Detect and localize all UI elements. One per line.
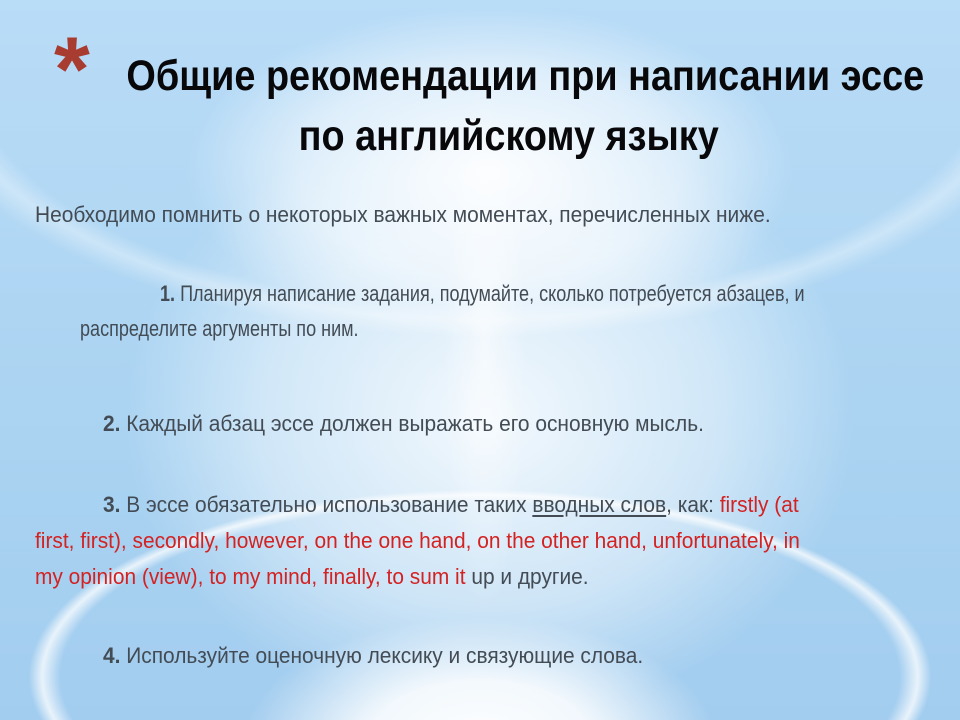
red-connector-words: my opinion (view), to my mind, finally, to sum it	[35, 564, 466, 589]
slide-title-line-1: Общие рекомендации при написании эссе	[126, 52, 925, 100]
asterisk-bullet-icon: *	[54, 19, 90, 121]
red-connector-words: firstly (at	[719, 492, 799, 517]
list-item-3-line-2	[35, 523, 940, 559]
list-item-1	[35, 276, 940, 346]
list-item-1-line-1: 1. Планируя написание задания, подумайте, сколько потребуется абзацев, и	[160, 281, 805, 306]
slide-title-line-2: по английскому языку	[298, 112, 720, 160]
list-item-3-line-3: my opinion (view), to my mind, finally, to sum it up и другие.	[35, 564, 589, 589]
slide-title	[72, 46, 946, 166]
list-item-3	[35, 487, 940, 595]
list-item-2-line-1: 2. Каждый абзац эссе должен выражать его основную мысль.	[103, 411, 704, 436]
red-connector-words: first, first), secondly, however, on the one hand, on the other hand, unfortunately, in	[35, 528, 800, 553]
intro-paragraph: Необходимо помнить о некоторых важных моментах, перечисленных ниже.	[35, 202, 771, 227]
list-item-2	[35, 406, 940, 441]
item-number: 4.	[103, 643, 121, 668]
item-number: 3.	[103, 492, 121, 517]
list-item-4	[35, 638, 940, 673]
list-item-3-line-1: 3. В эссе обязательно использование таких вводных слов, как: firstly (at	[103, 492, 799, 517]
list-item-1-line-2: распределите аргументы по ним.	[80, 316, 359, 341]
item-number: 1.	[160, 281, 176, 306]
item-number: 2.	[103, 411, 121, 436]
underlined-phrase: вводных слов	[532, 492, 667, 517]
list-item-4-line-1: 4. Используйте оценочную лексику и связующие слова.	[103, 643, 644, 668]
